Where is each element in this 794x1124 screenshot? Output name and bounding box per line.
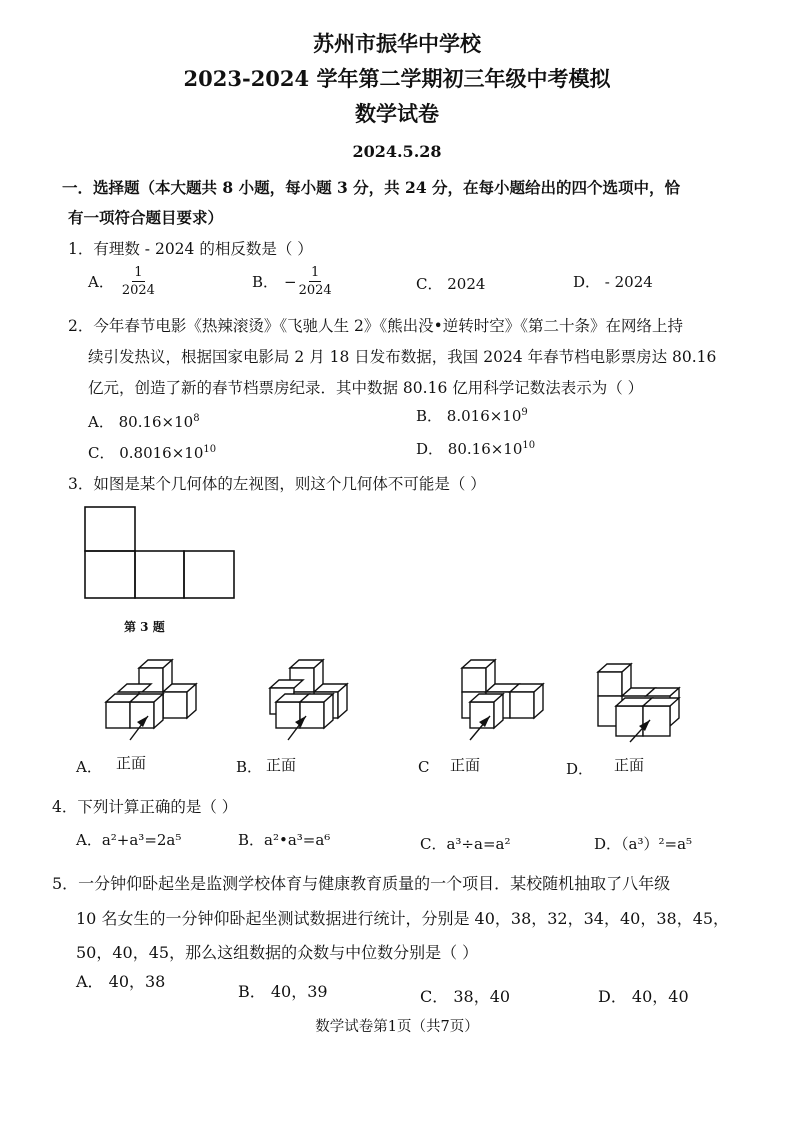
q5-option-b: B． 40，39 xyxy=(238,982,328,1001)
q3-figure-caption: 第 3 题 xyxy=(124,620,165,634)
q1-option-b-fraction xyxy=(299,264,332,299)
q4-option-c: C．a³÷a=a² xyxy=(420,835,511,853)
q1-b-numerator: 1 xyxy=(311,265,320,280)
q3-option-a-label: A． xyxy=(76,758,102,776)
q3-stem: 3．如图是某个几何体的左视图，则这个几何体不可能是（ ） xyxy=(68,475,486,493)
q5-option-a: A． 40，38 xyxy=(76,972,166,991)
q1-b-denominator: 2024 xyxy=(298,283,332,298)
q3-left-view-figure xyxy=(84,506,236,600)
q3-a-front-label: 正面 xyxy=(116,754,147,772)
exam-term: 2023-2024 学年第二学期初三年级中考模拟 xyxy=(183,66,611,91)
q2-b-text: B． 8.016×10 xyxy=(416,407,522,425)
q2-c-text: C． 0.8016×10 xyxy=(88,444,204,462)
q2-line1: 2．今年春节电影《热辣滚烫》《飞驰人生 2》《熊出没•逆转时空》《第二十条》在网络上持 xyxy=(68,317,684,335)
q1-a-numerator: 1 xyxy=(134,265,143,280)
q5-line1: 5．一分钟仰卧起坐是监测学校体育与健康教育质量的一个项目．某校随机抽取了八年级 xyxy=(52,874,671,893)
q1-option-b xyxy=(252,264,332,299)
q2-option-c xyxy=(88,442,216,463)
paper-subject: 数学试卷 xyxy=(355,101,439,126)
q2-b-exponent: 9 xyxy=(521,407,528,418)
exam-date: 2024.5.28 xyxy=(352,142,442,161)
q2-c-exponent: 10 xyxy=(203,444,217,455)
q1-option-a xyxy=(88,264,155,299)
q3-option-d-label: D． xyxy=(566,760,594,778)
q1-a-denominator: 2024 xyxy=(121,283,155,298)
section-heading-line1: 一．选择题（本大题共 8 小题，每小题 3 分，共 24 分，在每小题给出的四个选项中，恰 xyxy=(62,178,681,197)
q1-b-sign: − xyxy=(284,272,297,291)
q2-line3: 亿元，创造了新的春节档票房纪录．其中数据 80.16 亿用科学记数法表示为（ ） xyxy=(88,379,644,397)
q2-option-b xyxy=(416,405,528,426)
q5-line2: 10 名女生的一分钟仰卧起坐测试数据进行统计，分别是 40，38，32，34，40，38，45， xyxy=(76,909,730,928)
q1-option-a-fraction xyxy=(122,264,155,299)
q1-option-b-label: B． xyxy=(252,273,279,291)
q1-stem: 1．有理数 - 2024 的相反数是（ ） xyxy=(68,240,313,258)
q2-a-text: A． 80.16×10 xyxy=(88,413,194,431)
q3-option-a-solid xyxy=(104,654,204,744)
q3-option-c-solid xyxy=(456,654,556,744)
page-footer: 数学试卷第1页（共7页） xyxy=(315,1019,479,1035)
q3-d-front-label: 正面 xyxy=(614,756,645,774)
q2-option-d xyxy=(416,438,535,459)
q2-option-a xyxy=(88,411,200,432)
q4-option-d: D．（a³）²=a⁵ xyxy=(594,835,693,853)
section-heading-line2: 有一项符合题目要求） xyxy=(68,208,224,227)
q2-a-exponent: 8 xyxy=(193,413,200,424)
school-name: 苏州市振华中学校 xyxy=(313,31,481,56)
q3-option-c-label: C xyxy=(418,758,430,776)
q5-line3: 50，40，45，那么这组数据的众数与中位数分别是（ ） xyxy=(76,943,479,962)
q2-d-text: D． 80.16×10 xyxy=(416,440,523,458)
q4-option-a: A．a²+a³=2a⁵ xyxy=(76,831,182,849)
q3-option-d-solid xyxy=(594,658,694,744)
q2-d-exponent: 10 xyxy=(522,440,536,451)
q3-b-front-label: 正面 xyxy=(266,756,297,774)
q1-option-c: C． 2024 xyxy=(416,275,486,293)
q2-line2: 续引发热议，根据国家电影局 2 月 18 日发布数据，我国 2024 年春节档电影票房达 80.16 xyxy=(88,348,717,366)
q1-option-d: D． - 2024 xyxy=(573,273,653,291)
q3-option-b-solid xyxy=(262,654,362,744)
q5-option-d: D． 40，40 xyxy=(598,987,689,1006)
q4-option-b: B．a²•a³=a⁶ xyxy=(238,831,331,849)
q3-option-b-label: B． xyxy=(236,758,263,776)
q4-stem: 4．下列计算正确的是（ ） xyxy=(52,798,238,816)
q3-c-front-label: 正面 xyxy=(450,756,481,774)
q5-option-c: C． 38，40 xyxy=(420,987,511,1006)
q1-option-a-label: A． xyxy=(88,273,114,291)
